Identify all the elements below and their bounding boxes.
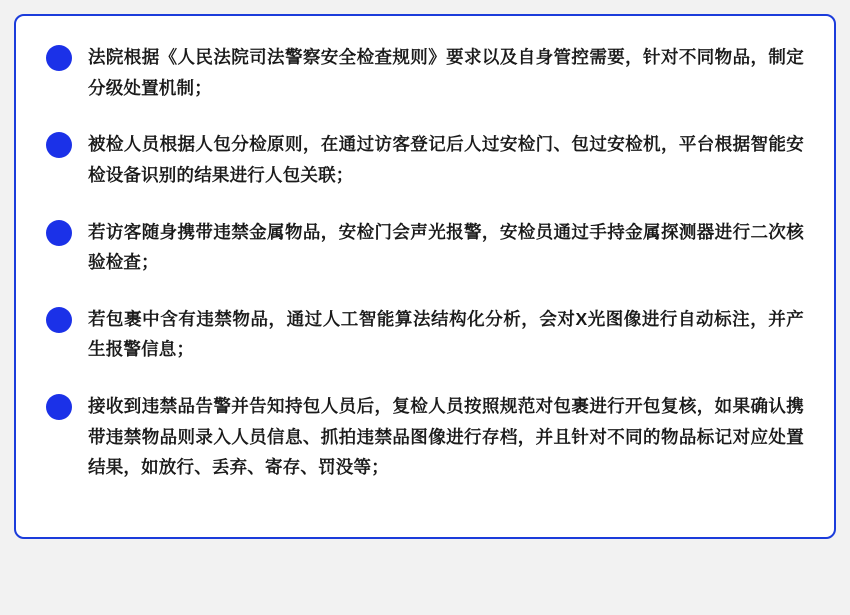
bullet-icon — [46, 45, 72, 71]
list-item-text: 被检人员根据人包分检原则，在通过访客登记后人过安检门、包过安检机，平台根据智能安检设备识别的结果进行人包关联； — [88, 134, 804, 185]
list-item-text: 若包裹中含有违禁物品，通过人工智能算法结构化分析，会对X光图像进行自动标注，并产生报警信息； — [88, 308, 804, 360]
content-card — [14, 14, 836, 539]
list-item-text: 接收到违禁品告警并告知持包人员后，复检人员按照规范对包裹进行开包复核，如果确认携带违禁物品则录入人员信息、抓拍违禁品图像进行存档，并且针对不同的物品标记对应处置结果，如放行、丢弃、寄存、罚没等； — [88, 396, 804, 478]
list-item — [46, 217, 804, 278]
bulleted-list — [46, 42, 804, 483]
bullet-icon — [46, 394, 72, 420]
list-item-text: 若访客随身携带违禁金属物品，安检门会声光报警，安检员通过手持金属探测器进行二次核验检查； — [88, 221, 804, 273]
list-item — [46, 129, 804, 190]
bullet-icon — [46, 132, 72, 158]
list-item — [46, 42, 804, 103]
bullet-icon — [46, 307, 72, 333]
bullet-icon — [46, 220, 72, 246]
list-item-text: 法院根据《人民法院司法警察安全检查规则》要求以及自身管控需要，针对不同物品，制定分级处置机制； — [88, 47, 804, 98]
list-item — [46, 304, 804, 365]
list-item — [46, 391, 804, 483]
